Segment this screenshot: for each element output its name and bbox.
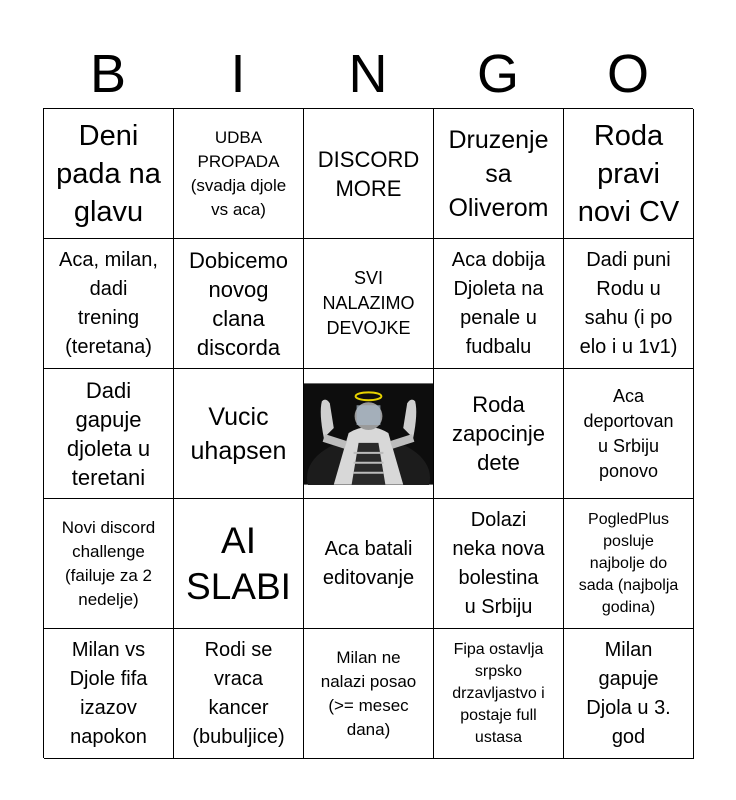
bingo-cell-n1[interactable]: DISCORD MORE <box>304 109 434 239</box>
bingo-cell-o3[interactable]: Aca deportovan u Srbiju ponovo <box>564 369 694 499</box>
bingo-cell-o1[interactable]: Roda pravi novi CV <box>564 109 694 239</box>
bingo-cell-b1[interactable]: Deni pada na glavu <box>44 109 174 239</box>
bingo-board <box>43 108 693 758</box>
header-letter-i: I <box>230 44 246 104</box>
bingo-cell-n2[interactable]: SVI NALAZIMO DEVOJKE <box>304 239 434 369</box>
bingo-cell-g2[interactable]: Aca dobija Djoleta na penale u fudbalu <box>434 239 564 369</box>
header-letter-n: N <box>348 44 388 104</box>
bingo-cell-o5[interactable]: Milan gapuje Djola u 3. god <box>564 629 694 759</box>
bingo-cell-n5[interactable]: Milan ne nalazi posao (>= mesec dana) <box>304 629 434 759</box>
header-letter-g: G <box>476 44 519 104</box>
bingo-cell-g3[interactable]: Roda zapocinje dete <box>434 369 564 499</box>
bingo-cell-b4[interactable]: Novi discord challenge (failuje za 2 nedelje) <box>44 499 174 629</box>
bingo-header <box>43 40 693 108</box>
bingo-cell-i5[interactable]: Rodi se vraca kancer (bubuljice) <box>174 629 304 759</box>
header-letter-o: O <box>606 44 649 104</box>
bingo-cell-i2[interactable]: Dobicemo novog clana discorda <box>174 239 304 369</box>
bingo-cell-g4[interactable]: Dolazi neka nova bolestina u Srbiju <box>434 499 564 629</box>
bingo-cell-b2[interactable]: Aca, milan, dadi trening (teretana) <box>44 239 174 369</box>
bingo-cell-o2[interactable]: Dadi puni Rodu u sahu (i po elo i u 1v1) <box>564 239 694 369</box>
bingo-cell-i1[interactable]: UDBA PROPADA (svadja djole vs aca) <box>174 109 304 239</box>
bingo-cell-n4[interactable]: Aca batali editovanje <box>304 499 434 629</box>
bingo-cell-i4[interactable]: AI SLABI <box>174 499 304 629</box>
bingo-cell-i3[interactable]: Vucic uhapsen <box>174 369 304 499</box>
bingo-cell-g5[interactable]: Fipa ostavlja srpsko drzavljastvo i postaje full ustasa <box>434 629 564 759</box>
bingo-cell-o4[interactable]: PogledPlus posluje najbolje do sada (najbolja godina) <box>564 499 694 629</box>
bingo-cell-b3[interactable]: Dadi gapuje djoleta u teretani <box>44 369 174 499</box>
bingo-cell-b5[interactable]: Milan vs Djole fifa izazov napokon <box>44 629 174 759</box>
bingo-cell-g1[interactable]: Druzenje sa Oliverom <box>434 109 564 239</box>
header-letter-b: B <box>89 44 127 104</box>
free-space-photo <box>304 383 433 485</box>
bingo-cell-free[interactable] <box>304 369 434 499</box>
